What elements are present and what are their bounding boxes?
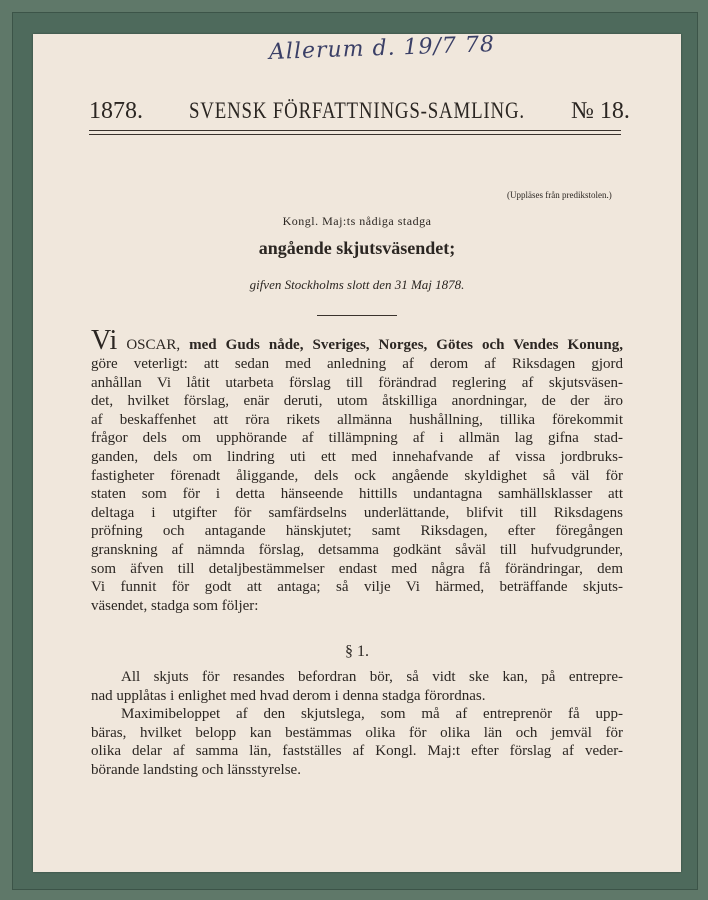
section-body	[91, 668, 623, 780]
text-line: olika delar af samma län, fastställes af Kongl. Maj:t efter förslag af veder-	[91, 743, 623, 760]
text-line: af beskaffenhet att röra rikets allmänna hushållning, tillika förekommit	[91, 411, 623, 428]
document-page	[33, 34, 681, 872]
text-line: bäras, hvilket belopp kan bestämmas olika för olika län och jemväl för	[91, 724, 623, 741]
text-line: anhållan Vi låtit utarbeta förslag till förändrad reglering af skjutsväsen-	[91, 374, 623, 391]
divider-rule	[317, 315, 397, 316]
text-line: staten som för i detta hänseende hittills undantagna samhällsklasser att	[91, 486, 623, 503]
text-line: All skjuts för resandes befordran bör, så vidt ske kan, på entrepre-	[121, 669, 623, 685]
text-line: väsendet, stadga som följer:	[91, 597, 259, 614]
text-line: granskning af nämnda förslag, detsamma godkänt såväl till hufvudgrunder,	[91, 541, 623, 558]
text-line: frågor dels om upphörande af tillämpning af i allmän lag gifna stad-	[91, 430, 623, 447]
header-number: № 18.	[571, 98, 630, 124]
text-line: Vi funnit för godt att antaga; så vilje Vi härmed, beträffande skjuts-	[91, 579, 623, 596]
section-heading: § 1.	[345, 643, 369, 660]
decree-subject: angående skjutsväsendet;	[258, 238, 456, 258]
text-line: fastigheter förenadt åliggande, dels ock angående skyldighet så väl för	[91, 467, 623, 484]
intro-first-line	[91, 327, 623, 355]
header-rule-bottom	[89, 134, 621, 135]
intro-initial: Vi	[91, 325, 118, 356]
text-line: deltaga i utgifter för samfärdselns underlättande, blifvit till Riksdagens	[91, 504, 623, 521]
decree-given: gifven Stockholms slott den 31 Maj 1878.	[249, 277, 465, 292]
handwritten-note: Allerum d. 19/7 78	[268, 32, 496, 65]
header-year: 1878.	[89, 98, 143, 124]
text-line: som äfven till detaljbestämmelser endast med några få förändringar, dem	[91, 560, 623, 577]
text-line: nad upplåtas i enlighet med hvad derom i denna stadga förordnas.	[91, 687, 486, 704]
header-title: SVENSK FÖRFATTNINGS-SAMLING.	[189, 98, 525, 123]
text-line: pröfning och antagande hänskjutet; samt Riksdagen, efter föregången	[91, 523, 623, 540]
text-line: börande landsting och länsstyrelse.	[91, 761, 301, 778]
intro-titles: med Guds nåde, Sveriges, Norges, Götes och Vendes Konung,	[180, 337, 623, 353]
header-rule-top	[89, 130, 621, 131]
text-line: ganden, dels om lindring uti ett med innehafvande af vissa jordbruks-	[91, 448, 623, 465]
text-line: det, hvilket förslag, enär deruti, utom åtskilliga anordningar, de der äro	[91, 393, 623, 410]
decree-kicker: Kongl. Maj:ts nådiga stadga	[282, 214, 432, 228]
text-line: Maximibeloppet af den skjutslega, som må af entreprenör få upp-	[121, 706, 623, 723]
reading-note: (Uppläses från predikstolen.)	[507, 190, 612, 200]
text-line: göre veterligt: att sedan med anledning af derom af Riksdagen gjord	[91, 356, 623, 372]
intro-paragraph	[91, 327, 623, 615]
intro-name: OSCAR,	[117, 337, 181, 353]
